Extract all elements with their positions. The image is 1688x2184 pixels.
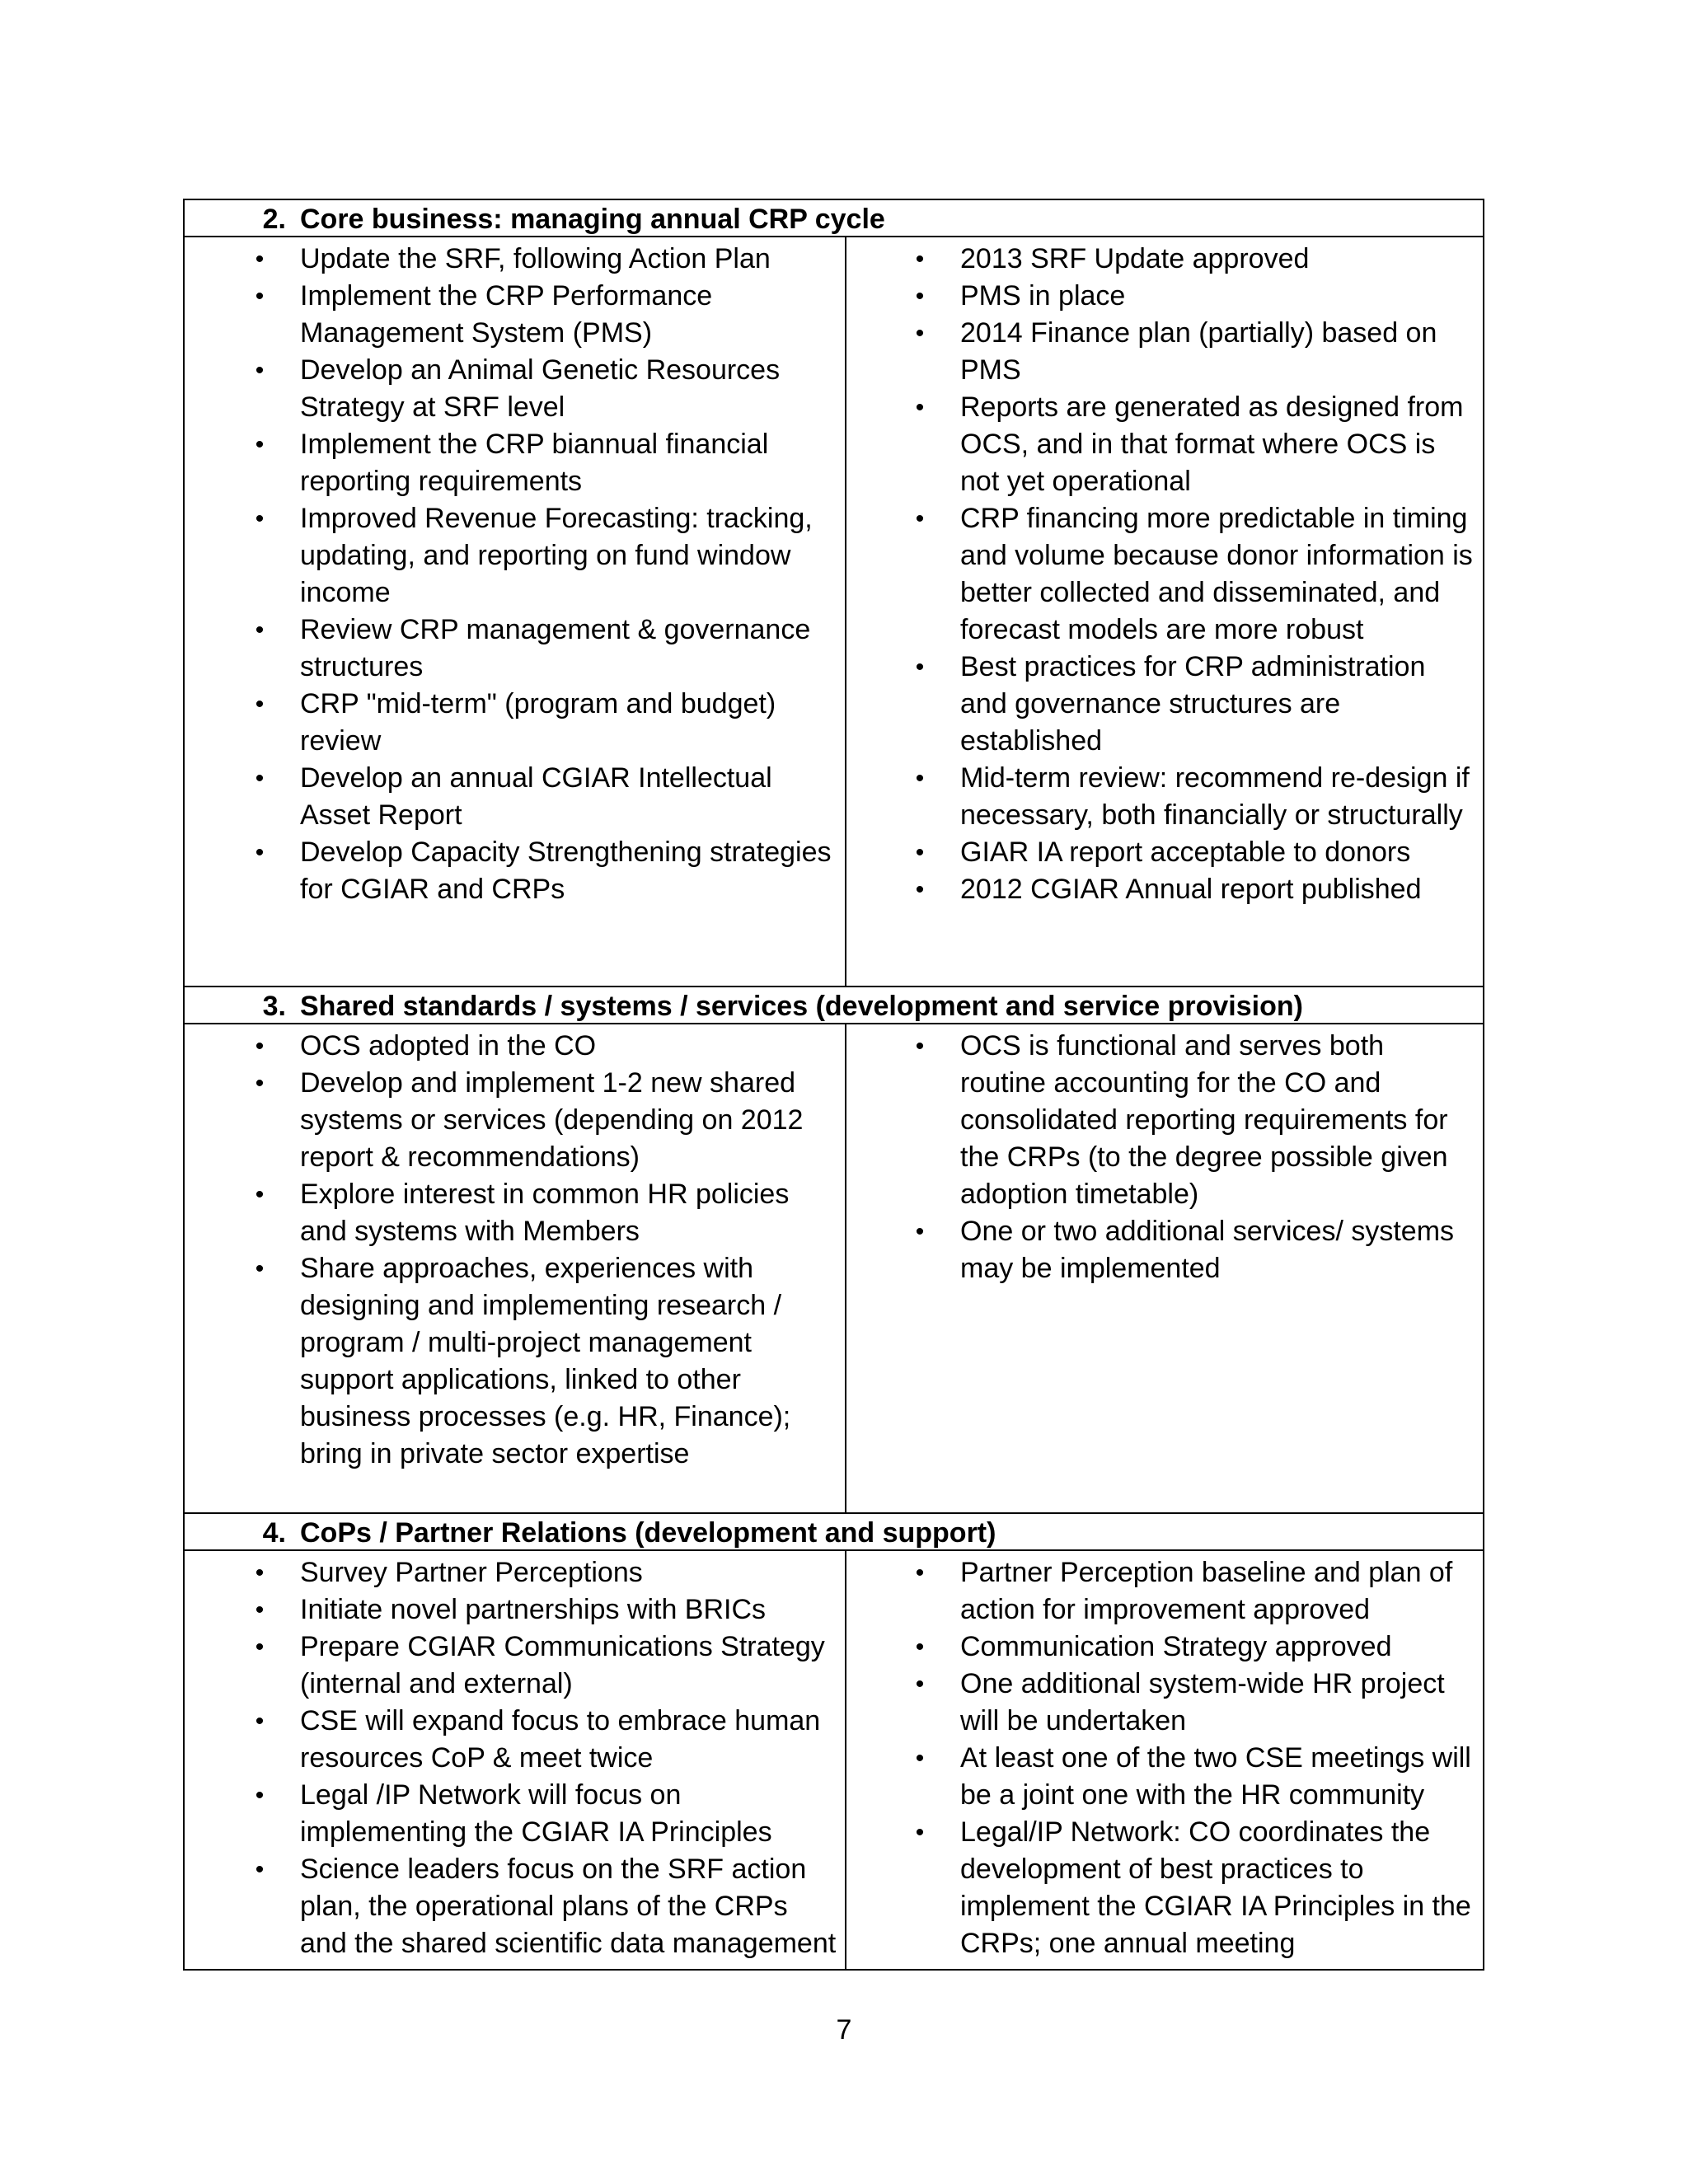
- item-text: Develop an Animal Genetic Resources Strategy at SRF level: [300, 354, 781, 423]
- activity-item: [185, 760, 837, 834]
- activities-cell: [184, 1550, 846, 1970]
- outcome-item: [846, 1740, 1475, 1814]
- bullet-icon: •: [915, 1218, 925, 1245]
- section-title: Shared standards / systems / services (development and service provision): [300, 991, 1303, 1022]
- activities-list: [185, 1024, 845, 1479]
- section-header-row: [184, 1513, 1484, 1550]
- bullet-icon: •: [915, 839, 925, 866]
- item-text: 2013 SRF Update approved: [960, 243, 1310, 274]
- section-header: [184, 199, 1484, 237]
- item-text: Improved Revenue Forecasting: tracking, updating, and reporting on fund window income: [300, 503, 813, 608]
- item-text: Implement the CRP Performance Management System (PMS): [300, 280, 713, 349]
- item-text: Survey Partner Perceptions: [300, 1557, 643, 1588]
- activity-item: [185, 1851, 837, 1962]
- activity-item: [185, 1777, 837, 1851]
- bullet-icon: •: [915, 394, 925, 421]
- bullet-icon: •: [915, 1559, 925, 1586]
- bullet-icon: •: [255, 1559, 265, 1586]
- bullet-icon: •: [255, 691, 265, 718]
- outcome-item: [846, 315, 1475, 389]
- bullet-icon: •: [255, 1255, 265, 1282]
- item-text: Update the SRF, following Action Plan: [300, 243, 771, 274]
- outcome-item: [846, 1028, 1475, 1213]
- section-title: Core business: managing annual CRP cycle: [300, 204, 885, 235]
- activity-item: [185, 500, 837, 612]
- outcomes-cell: [846, 237, 1484, 987]
- item-text: Explore interest in common HR policies and systems with Members: [300, 1179, 790, 1247]
- activity-item: [185, 1176, 837, 1250]
- item-text: Implement the CRP biannual financial reporting requirements: [300, 429, 769, 497]
- item-text: OCS is functional and serves both routine accounting for the CO and consolidated reporting requirements for the CRPs (to the degree possible given adoption timetable): [960, 1030, 1448, 1210]
- outcome-item: [846, 1666, 1475, 1740]
- section-number: 2.: [262, 204, 286, 235]
- bullet-icon: •: [255, 1633, 265, 1661]
- page-number: 7: [836, 2014, 852, 2046]
- section-title: CoPs / Partner Relations (development and support): [300, 1517, 996, 1549]
- bullet-icon: •: [255, 357, 265, 384]
- bullet-icon: •: [915, 654, 925, 681]
- outcome-item: [846, 834, 1475, 871]
- item-text: Initiate novel partnerships with BRICs: [300, 1594, 767, 1625]
- item-text: Legal/IP Network: CO coordinates the development of best practices to implement the CGIAR IA Principles in the CRPs; one annual meeting: [960, 1816, 1471, 1959]
- outcome-item: [846, 1629, 1475, 1666]
- bullet-icon: •: [255, 283, 265, 310]
- item-text: Communication Strategy approved: [960, 1631, 1392, 1662]
- outcome-item: [846, 1814, 1475, 1962]
- bullet-icon: •: [255, 1856, 265, 1883]
- bullet-icon: •: [255, 616, 265, 644]
- activity-item: [185, 1629, 837, 1703]
- activity-item: [185, 1591, 837, 1629]
- bullet-icon: •: [255, 246, 265, 273]
- item-text: CRP financing more predictable in timing and volume because donor information is better collected and disseminated, and forecast models are more robust: [960, 503, 1473, 645]
- bullet-icon: •: [255, 1782, 265, 1809]
- outcome-item: [846, 278, 1475, 315]
- bullet-icon: •: [255, 1033, 265, 1060]
- outcome-item: [846, 500, 1475, 649]
- activity-item: [185, 278, 837, 352]
- activities-cell: [184, 237, 846, 987]
- activity-item: [185, 426, 837, 500]
- activities-list: [185, 1551, 845, 1969]
- activity-item: [185, 352, 837, 426]
- item-text: PMS in place: [960, 280, 1126, 312]
- item-text: Reports are generated as designed from OCS, and in that format where OCS is not yet operational: [960, 391, 1464, 497]
- activity-item: [185, 686, 837, 760]
- outcome-item: [846, 1554, 1475, 1629]
- section-number: 4.: [262, 1517, 286, 1549]
- activity-item: [185, 834, 837, 908]
- bullet-icon: •: [915, 1745, 925, 1772]
- bullet-icon: •: [255, 505, 265, 532]
- bullet-icon: •: [915, 1819, 925, 1846]
- activity-item: [185, 241, 837, 278]
- item-text: 2012 CGIAR Annual report published: [960, 874, 1422, 905]
- section-number: 3.: [262, 991, 286, 1022]
- outcome-item: [846, 1213, 1475, 1287]
- activity-item: [185, 1554, 837, 1591]
- bullet-icon: •: [915, 1033, 925, 1060]
- item-text: Partner Perception baseline and plan of action for improvement approved: [960, 1557, 1453, 1625]
- section-body-row: [184, 237, 1484, 987]
- outcome-item: [846, 760, 1475, 834]
- activity-item: [185, 1703, 837, 1777]
- activity-item: [185, 1065, 837, 1176]
- bullet-icon: •: [255, 1708, 265, 1735]
- outcome-item: [846, 389, 1475, 500]
- bullet-icon: •: [255, 839, 265, 866]
- item-text: One additional system-wide HR project will be undertaken: [960, 1668, 1445, 1736]
- section-header-row: [184, 199, 1484, 237]
- item-text: 2014 Finance plan (partially) based on PMS: [960, 317, 1437, 386]
- item-text: Develop an annual CGIAR Intellectual Asset Report: [300, 762, 772, 831]
- item-text: CSE will expand focus to embrace human resources CoP & meet twice: [300, 1705, 821, 1774]
- item-text: Science leaders focus on the SRF action plan, the operational plans of the CRPs and the shared scientific data management: [300, 1854, 837, 1959]
- section-body-row: [184, 1550, 1484, 1970]
- outcome-item: [846, 649, 1475, 760]
- item-text: Mid-term review: recommend re-design if necessary, both financially or structurally: [960, 762, 1470, 831]
- activity-item: [185, 612, 837, 686]
- section-header-row: [184, 987, 1484, 1024]
- item-text: GIAR IA report acceptable to donors: [960, 837, 1411, 868]
- item-text: Prepare CGIAR Communications Strategy (internal and external): [300, 1631, 825, 1699]
- bullet-icon: •: [255, 431, 265, 458]
- item-text: At least one of the two CSE meetings will be a joint one with the HR community: [960, 1742, 1471, 1811]
- item-text: One or two additional services/ systems may be implemented: [960, 1216, 1455, 1284]
- section-body-row: [184, 1024, 1484, 1513]
- bullet-icon: •: [915, 246, 925, 273]
- work-plan-table: [183, 199, 1484, 1971]
- bullet-icon: •: [915, 1633, 925, 1661]
- bullet-icon: •: [915, 320, 925, 347]
- item-text: CRP "mid-term" (program and budget) review: [300, 688, 776, 757]
- bullet-icon: •: [915, 1671, 925, 1698]
- item-text: Develop and implement 1-2 new shared systems or services (depending on 2012 report & recommendations): [300, 1067, 804, 1173]
- bullet-icon: •: [915, 765, 925, 792]
- outcomes-cell: [846, 1024, 1484, 1513]
- activities-cell: [184, 1024, 846, 1513]
- activities-list: [185, 237, 845, 915]
- bullet-icon: •: [915, 876, 925, 903]
- activity-item: [185, 1028, 837, 1065]
- bullet-icon: •: [255, 1181, 265, 1208]
- bullet-icon: •: [255, 765, 265, 792]
- outcomes-list: [846, 237, 1483, 915]
- outcomes-list: [846, 1551, 1483, 1969]
- bullet-icon: •: [255, 1070, 265, 1097]
- activity-item: [185, 1250, 837, 1473]
- outcome-item: [846, 241, 1475, 278]
- item-text: Share approaches, experiences with designing and implementing research / program / multi-project management support applications, linked to other business processes (e.g. HR, Finance); bring in private sector expertise: [300, 1253, 791, 1469]
- item-text: OCS adopted in the CO: [300, 1030, 597, 1062]
- item-text: Review CRP management & governance structures: [300, 614, 811, 682]
- outcomes-list: [846, 1024, 1483, 1294]
- section-header: [184, 987, 1484, 1024]
- outcomes-cell: [846, 1550, 1484, 1970]
- item-text: Legal /IP Network will focus on implementing the CGIAR IA Principles: [300, 1779, 772, 1848]
- item-text: Best practices for CRP administration and governance structures are established: [960, 651, 1426, 757]
- bullet-icon: •: [915, 505, 925, 532]
- bullet-icon: •: [915, 283, 925, 310]
- outcome-item: [846, 871, 1475, 908]
- bullet-icon: •: [255, 1596, 265, 1624]
- section-header: [184, 1513, 1484, 1550]
- item-text: Develop Capacity Strengthening strategies for CGIAR and CRPs: [300, 837, 832, 905]
